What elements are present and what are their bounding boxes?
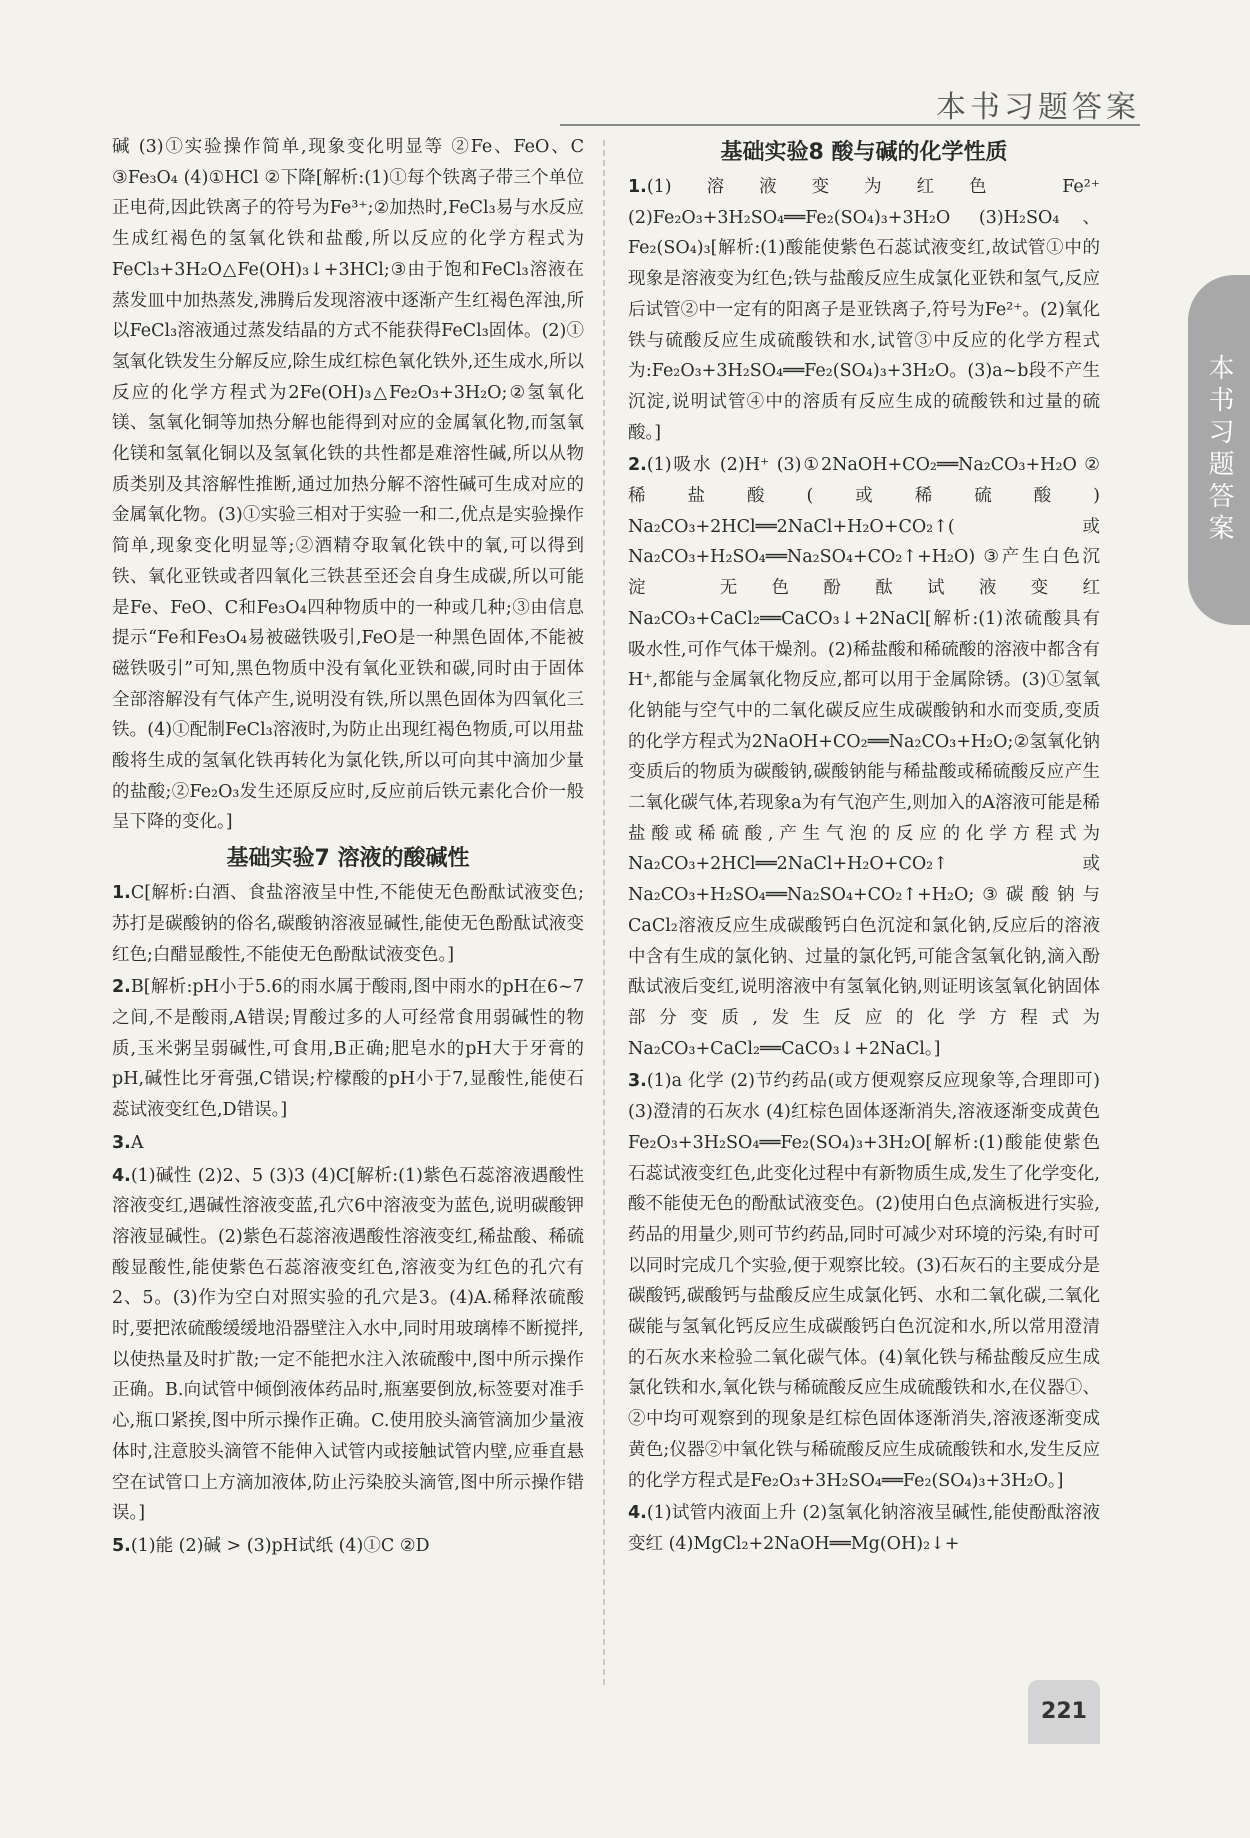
answer-item <box>628 1066 1100 1496</box>
item-text: A <box>130 1132 144 1153</box>
answer-item <box>628 1498 1100 1559</box>
item-number: 5. <box>112 1535 131 1556</box>
answer-item <box>112 1128 584 1159</box>
left-intro-text: 碱 (3)①实验操作简单,现象变化明显等 ②Fe、FeO、C ③Fe₃O₄ (4)①HCl ②下降[解析:(1)①每个铁离子带三个单位正电荷,因此铁离子的符号为Fe³⁺;②加热时,FeCl₃易与水反应生成红褐色的氢氧化铁和盐酸,所以反应的化学方程式为FeCl₃+3H₂O△Fe(OH)₃↓+3HCl;③由于饱和FeCl₃溶液在蒸发皿中加热蒸发,沸腾后发现溶液中逐渐产生红褐色浑浊,所以FeCl₃溶液通过蒸发结晶的方式不能获得FeCl₃固体。(2)①氢氧化铁发生分解反应,除生成红棕色氧化铁外,还生成水,所以反应的化学方程式为2Fe(OH)₃△Fe₂O₃+3H₂O;②氢氧化镁、氢氧化铜等加热分解也能得到对应的金属氧化物,而氢氧化镁和氢氧化铜以及氢氧化铁的共性都是难溶性碱,所以从物质类别及其溶解性推断,通过加热分解不溶性碱可生成对应的金属氧化物。(3)①实验三相对于实验一和二,优点是实验操作简单,现象变化明显等;②酒精夺取氧化铁中的氧,可以得到铁、氧化亚铁或者四氧化三铁甚至还会自身生成碳,所以可能是Fe、FeO、C和Fe₃O₄四种物质中的一种或几种;③由信息提示“Fe和Fe₃O₄易被磁铁吸引,FeO是一种黑色固体,不能被磁铁吸引”可知,黑色物质中没有氧化亚铁和碳,同时由于固体全部溶解没有气体产生,说明没有铁,所以黑色固体为四氧化三铁。(4)①配制FeCl₃溶液时,为防止出现红褐色物质,可以用盐酸将生成的氢氧化铁再转化为氯化铁,所以可向其中滴加少量的盐酸;②Fe₂O₃发生还原反应时,反应前后铁元素化合价一般呈下降的变化。] <box>112 137 584 833</box>
answer-item <box>112 1161 584 1529</box>
item-text: B[解析:pH小于5.6的雨水属于酸雨,图中雨水的pH在6~7之间,不是酸雨,A错误;胃酸过多的人可经常食用弱碱性的物质,玉米粥呈弱碱性,可食用,B正确;肥皂水的pH大于牙膏的pH,碱性比牙膏强,C错误;柠檬酸的pH小于7,显酸性,能使石蕊试液变红色,D错误。] <box>112 977 584 1121</box>
section-title-experiment-8: 基础实验8 酸与碱的化学性质 <box>720 140 1008 165</box>
item-number: 3. <box>112 1132 131 1153</box>
item-text: (1)a 化学 (2)节约药品(或方便观察反应现象等,合理即可) (3)澄清的石灰水 (4)红棕色固体逐渐消失,溶液逐渐变成黄色 Fe₂O₃+3H₂SO₄══Fe₂(SO₄)₃+3H₂O[解析:(1)酸能使紫色石蕊试液变红色,此变化过程中有新物质生成,发生了化学变化,酸不能使无色的酚酞试液变色。(2)使用白色点滴板进行实验,药品的用量少,则可节约药品,同时可减少对环境的污染,有时可以同时完成几个实验,便于观察比较。(3)石灰石的主要成分是碳酸钙,碳酸钙与盐酸反应生成氯化钙、水和二氧化碳,二氧化碳能与氢氧化钙反应生成碳酸钙白色沉淀和水,所以常用澄清的石灰水来检验二氧化碳气体。(4)氧化铁与稀盐酸反应生成氯化铁和水,氧化铁与稀硫酸反应生成硫酸铁和水,在仪器①、②中均可观察到的现象是红棕色固体逐渐消失,溶液逐渐变成黄色;仪器②中氧化铁与稀硫酸反应生成硫酸铁和水,发生反应的化学方程式是Fe₂O₃+3H₂SO₄══Fe₂(SO₄)₃+3H₂O。] <box>628 1071 1100 1491</box>
item-number: 2. <box>112 977 131 998</box>
page-number: 221 <box>1028 1680 1100 1744</box>
item-text: (1)碱性 (2)2、5 (3)3 (4)C[解析:(1)紫色石蕊溶液遇酸性溶液变红,遇碱性溶液变蓝,孔穴6中溶液变为蓝色,说明碳酸钾溶液显碱性。(2)紫色石蕊溶液遇酸性溶液变红,稀盐酸、稀硫酸显酸性,能使紫色石蕊溶液变红色,溶液变为红色的孔穴有2、5。(3)作为空白对照实验的孔穴是3。(4)A.稀释浓硫酸时,要把浓硫酸缓缓地沿器壁注入水中,同时用玻璃棒不断搅拌,以使热量及时扩散;一定不能把水注入浓硫酸中,图中所示操作正确。B.向试管中倾倒液体药品时,瓶塞要倒放,标签要对准手心,瓶口紧挨,图中所示操作正确。C.使用胶头滴管滴加少量液体时,注意胶头滴管不能伸入试管内或接触试管内壁,应垂直悬空在试管口上方滴加液体,防止污染胶头滴管,图中所示操作错误。] <box>112 1165 584 1524</box>
item-number: 1. <box>628 177 647 197</box>
item-number: 2. <box>628 455 647 476</box>
item-number: 1. <box>112 883 131 904</box>
left-column <box>112 132 584 1564</box>
answer-item <box>112 1531 584 1562</box>
answer-item <box>628 450 1100 1064</box>
item-text: (1)试管内液面上升 (2)氢氧化钠溶液呈碱性,能使酚酞溶液变红 (4)MgCl₂+2NaOH══Mg(OH)₂↓+ <box>628 1503 1100 1554</box>
item-number: 4. <box>628 1503 647 1524</box>
item-text: (1)吸水 (2)H⁺ (3)①2NaOH+CO₂══Na₂CO₃+H₂O ②稀盐酸(或稀硫酸) Na₂CO₃+2HCl══2NaCl+H₂O+CO₂↑(或Na₂CO₃+H₂SO₄══Na₂SO₄+CO₂↑+H₂O) ③产生白色沉淀 无色酚酞试液变红 Na₂CO₃+CaCl₂══CaCO₃↓+2NaCl[解析:(1)浓硫酸具有吸水性,可作气体干燥剂。(2)稀盐酸和稀硫酸的溶液中都含有H⁺,都能与金属氧化物反应,都可以用于金属除锈。(3)①氢氧化钠能与空气中的二氧化碳反应生成碳酸钠和水而变质,变质的化学方程式为2NaOH+CO₂══Na₂CO₃+H₂O;②氢氧化钠变质后的物质为碳酸钠,碳酸钠能与稀盐酸或稀硫酸反应产生二氧化碳气体,若现象a为有气泡产生,则加入的A溶液可能是稀盐酸或稀硫酸,产生气泡的反应的化学方程式为Na₂CO₃+2HCl══2NaCl+H₂O+CO₂↑或Na₂CO₃+H₂SO₄══Na₂SO₄+CO₂↑+H₂O;③碳酸钠与CaCl₂溶液反应生成碳酸钙白色沉淀和氯化钠,反应后的溶液中含有生成的氯化钠、过量的氯化钙,可能含氢氧化钠,滴入酚酞试液后变红,说明溶液中有氢氧化钠,则证明该氢氧化钠固体部分变质,发生反应的化学方程式为Na₂CO₃+CaCl₂══CaCO₃↓+2NaCl。] <box>628 455 1100 1059</box>
item-text: C[解析:白酒、食盐溶液呈中性,不能使无色酚酞试液变色;苏打是碳酸钠的俗名,碳酸钠溶液显碱性,能使无色酚酞试液变红色;白醋显酸性,不能使无色酚酞试液变色。] <box>112 883 584 965</box>
right-column <box>628 132 1100 1562</box>
header-rule <box>560 124 1140 126</box>
item-text: (1)溶液变为红色 Fe²⁺ (2)Fe₂O₃+3H₂SO₄══Fe₂(SO₄)₃+3H₂O (3)H₂SO₄、Fe₂(SO₄)₃[解析:(1)酸能使紫色石蕊试液变红,故试管①中的现象是溶液变为红色;铁与盐酸反应生成氯化亚铁和氢气,反应后试管②中一定有的阳离子是亚铁离子,符号为Fe²⁺。(2)氧化铁与硫酸反应生成硫酸铁和水,试管③中反应的化学方程式为:Fe₂O₃+3H₂SO₄══Fe₂(SO₄)₃+3H₂O。(3)a~b段不产生沉淀,说明试管④中的溶质有反应生成的硫酸铁和过量的硫酸。] <box>628 177 1100 443</box>
item-number: 4. <box>112 1165 131 1186</box>
section-title-experiment-7: 基础实验7 溶液的酸碱性 <box>226 846 470 872</box>
item-number: 3. <box>628 1071 647 1092</box>
answer-item <box>112 878 584 970</box>
column-divider <box>603 140 605 1685</box>
answer-item <box>628 172 1100 448</box>
item-text: (1)能 (2)碱 > (3)pH试纸 (4)①C ②D <box>130 1535 430 1556</box>
answer-item <box>112 972 584 1126</box>
page-header-title: 本书习题答案 <box>936 90 1140 125</box>
side-tab: 本书习题答案 <box>1188 275 1250 625</box>
